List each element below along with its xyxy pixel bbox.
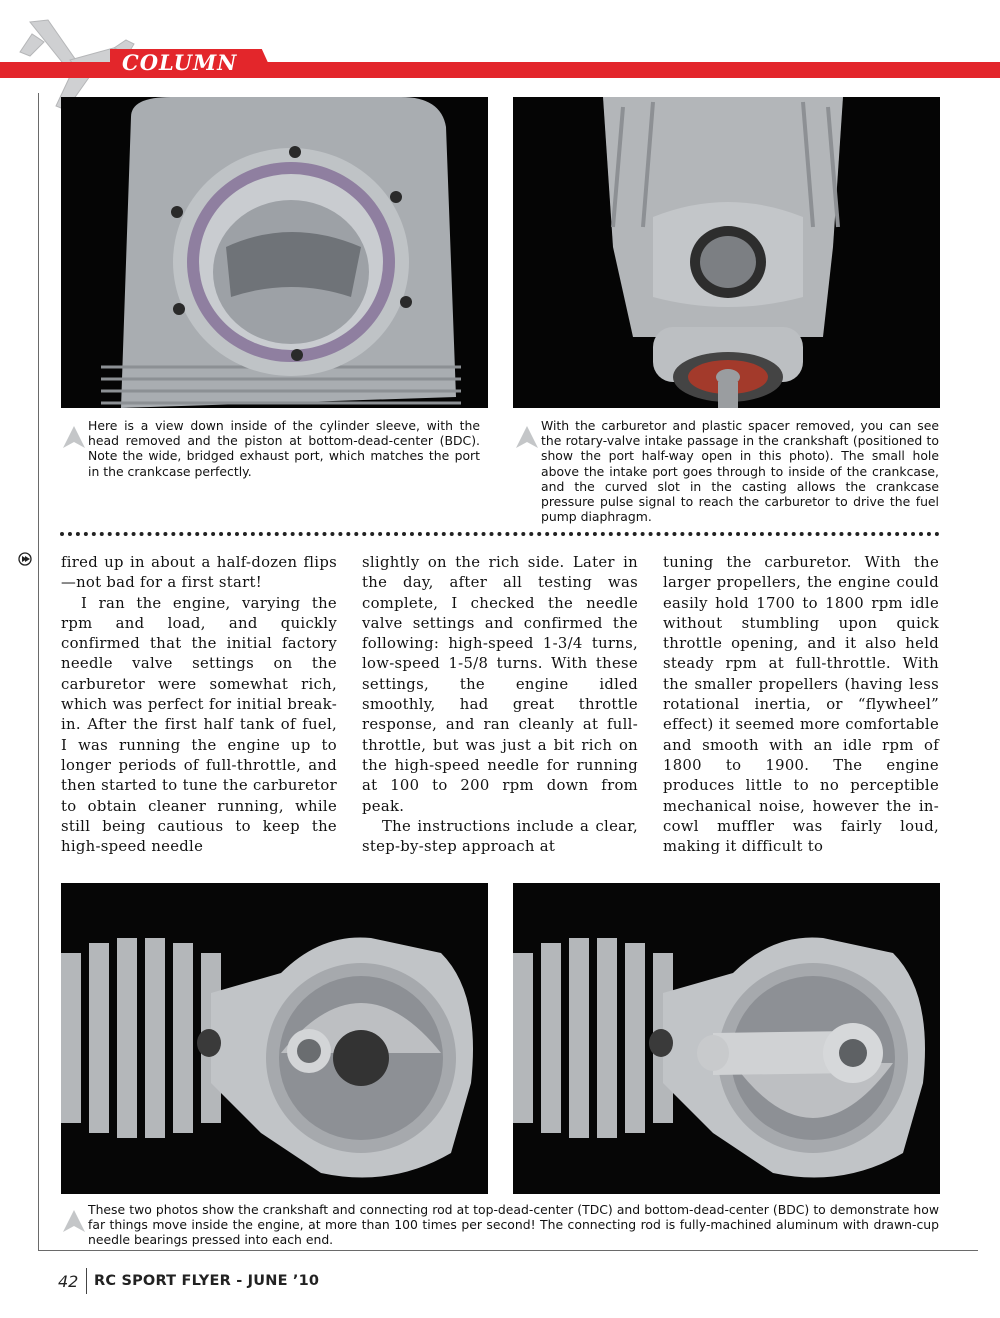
photo-crank-tdc bbox=[61, 883, 488, 1194]
caption-arrow-icon bbox=[61, 1208, 87, 1234]
section-divider bbox=[60, 532, 940, 536]
continued-arrow-icon bbox=[18, 552, 32, 566]
caption-crank-comparison: These two photos show the crankshaft and connecting rod at top-dead-center (TDC) and bottom-dead-center (BDC) to demonstrate how far things move inside the engine, at more than 100 times per second! The connecting rod is fully-machined aluminum with drawn-cup needle bearings pressed into each end. bbox=[88, 1202, 939, 1248]
paragraph: The instructions include a clear, step-by-step approach at bbox=[362, 817, 638, 856]
footer-separator bbox=[86, 1268, 87, 1294]
photo-intake-port bbox=[513, 97, 940, 408]
paragraph: slightly on the rich side. Later in the day, after all testing was complete, I checked the needle valve settings and confirmed the following: high-speed 1-3/4 turns, low-speed 1-5/8 turns. With these settings, the engine idled smoothly, had great throttle response, and ran cleanly at full-throttle, but was just a bit rich on the high-speed needle for running at 100 to 200 rpm down from peak. bbox=[362, 554, 638, 815]
paragraph: tuning the carburetor. With the larger propellers, the engine could easily hold 1700 to 1800 rpm idle without stumbling upon quick throttle opening, and it also held steady rpm at full-throttle. With the smaller propellers (having less rotational inertia, or “flywheel” effect) it seemed more comfortable and smooth with an idle rpm of 1800 to 1900. The engine produces little to no perceptible mechanical noise, however the in-cowl muffler was fairly loud, making it difficult to bbox=[663, 554, 939, 856]
article-column-2 bbox=[362, 553, 638, 857]
photo-crank-bdc bbox=[513, 883, 940, 1194]
page-number: 42 bbox=[58, 1272, 79, 1291]
caption-cylinder-sleeve: Here is a view down inside of the cylinder sleeve, with the head removed and the piston at bottom-dead-center (BDC). Note the wide, bridged exhaust port, which matches the port in the crankcase perfectly. bbox=[88, 418, 480, 479]
paragraph: I ran the engine, varying the rpm and load, and quickly confirmed that the initial factory needle valve settings on the carburetor were somewhat rich, which was perfect for initial break-in. After the first half tank of fuel, I was running the engine up to longer periods of full-throttle, and then started to tune the carburetor to obtain cleaner running, while still being cautious to keep the high-speed needle bbox=[61, 594, 337, 856]
paragraph: fired up in about a half-dozen flips—not bad for a first start! bbox=[61, 554, 337, 592]
article-column-3 bbox=[663, 553, 939, 857]
left-margin-rule bbox=[38, 93, 39, 1250]
magazine-issue: RC SPORT FLYER - JUNE ’10 bbox=[94, 1273, 320, 1289]
section-label: COLUMN bbox=[122, 50, 238, 75]
article-column-1 bbox=[61, 553, 337, 857]
photo-cylinder-sleeve bbox=[61, 97, 488, 408]
caption-intake-port: With the carburetor and plastic spacer removed, you can see the rotary-valve intake passage in the crankshaft (positioned to show the port half-way open in this photo). The small hole above the intake port goes through to inside of the crankcase, and the curved slot in the casting allows the crankcase pressure pulse signal to reach the carburetor to drive the fuel pump diaphragm. bbox=[541, 418, 939, 525]
footer-rule bbox=[38, 1250, 978, 1251]
caption-arrow-icon bbox=[61, 424, 87, 450]
caption-arrow-icon bbox=[514, 424, 540, 450]
